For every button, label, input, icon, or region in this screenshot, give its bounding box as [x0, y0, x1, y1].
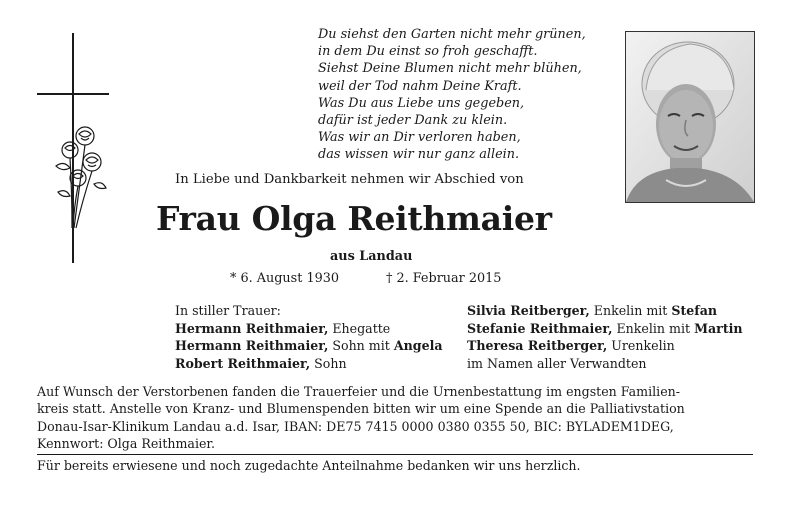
divider — [37, 454, 753, 455]
mourner-relation: Enkelin mit — [612, 320, 695, 336]
poem-line: dafür ist jeder Dank zu klein. — [318, 113, 508, 129]
mourner-relation: Ehegatte — [328, 320, 391, 336]
deceased-name: Frau Olga Reithmaier — [156, 199, 552, 238]
rose-icon — [44, 122, 110, 230]
poem-line: weil der Tod nahm Deine Kraft. — [318, 78, 522, 94]
portrait-illustration — [626, 32, 754, 202]
mourner-entry — [467, 337, 743, 355]
deceased-origin: aus Landau — [330, 249, 413, 264]
mourner-entry — [175, 355, 443, 373]
mourners-heading: In stiller Trauer: — [175, 303, 281, 318]
mourner-name: Hermann Reithmaier, — [175, 338, 329, 353]
poem-line: Siehst Deine Blumen nicht mehr blühen, — [318, 61, 582, 77]
mourner-entry — [175, 337, 443, 355]
mourner-entry — [175, 320, 443, 338]
mourner-entry — [467, 320, 743, 338]
notice-line: Auf Wunsch der Verstorbenen fanden die Trauerfeier und die Urnenbestattung im engsten Familien- — [37, 384, 681, 399]
cross-bar — [37, 93, 109, 95]
poem-line: Du siehst den Garten nicht mehr grünen, — [318, 27, 586, 42]
mourner-relation: Urenkelin — [607, 338, 675, 353]
portrait-photo — [625, 31, 755, 203]
intro-text: In Liebe und Dankbarkeit nehmen wir Abschied von — [175, 172, 524, 187]
notice-line: Donau-Isar-Klinikum Landau a.d. Isar, IBAN: DE75 7415 0000 0380 0355 50, BIC: BYLADEM1DEG, — [37, 418, 674, 434]
birth-date: * 6. August 1930 — [230, 271, 340, 286]
mourner-name: Silvia Reitberger, — [467, 303, 590, 318]
notice-line: Kennwort: Olga Reithmaier. — [37, 435, 216, 451]
mourners-right — [467, 302, 743, 372]
mourner-name: Hermann Reithmaier, — [175, 320, 329, 336]
poem-line: Was wir an Dir verloren haben, — [318, 130, 521, 146]
poem-line: Was Du aus Liebe uns gegeben, — [318, 95, 525, 111]
mourner-name: Theresa Reitberger, — [467, 338, 608, 353]
mourner-relation: Sohn mit — [328, 338, 394, 353]
thanks-text: Für bereits erwiesene und noch zugedachte Anteilnahme bedanken wir uns herzlich. — [37, 458, 581, 473]
funeral-notice — [37, 383, 753, 452]
mourner-entry — [467, 302, 743, 320]
mourner-relation: im Namen aller Verwandten — [467, 355, 647, 371]
poem — [318, 26, 608, 164]
mourner-partner: Martin — [694, 320, 743, 336]
mourner-name: Stefanie Reithmaier, — [467, 320, 613, 336]
mourner-entry — [467, 355, 743, 373]
poem-line: in dem Du einst so froh geschafft. — [318, 44, 538, 60]
notice-line: kreis statt. Anstelle von Kranz- und Blumenspenden bitten wir um eine Spende an die Palliativstation — [37, 401, 685, 417]
mourner-relation: Enkelin mit — [589, 303, 672, 318]
mourner-partner: Stefan — [671, 303, 718, 318]
death-date: † 2. Februar 2015 — [386, 271, 502, 286]
mourners-left — [175, 302, 443, 372]
poem-line: das wissen wir nur ganz allein. — [318, 147, 520, 163]
mourner-partner: Angela — [393, 338, 443, 353]
mourner-relation: Sohn — [310, 355, 347, 371]
mourner-name: Robert Reithmaier, — [175, 355, 311, 371]
